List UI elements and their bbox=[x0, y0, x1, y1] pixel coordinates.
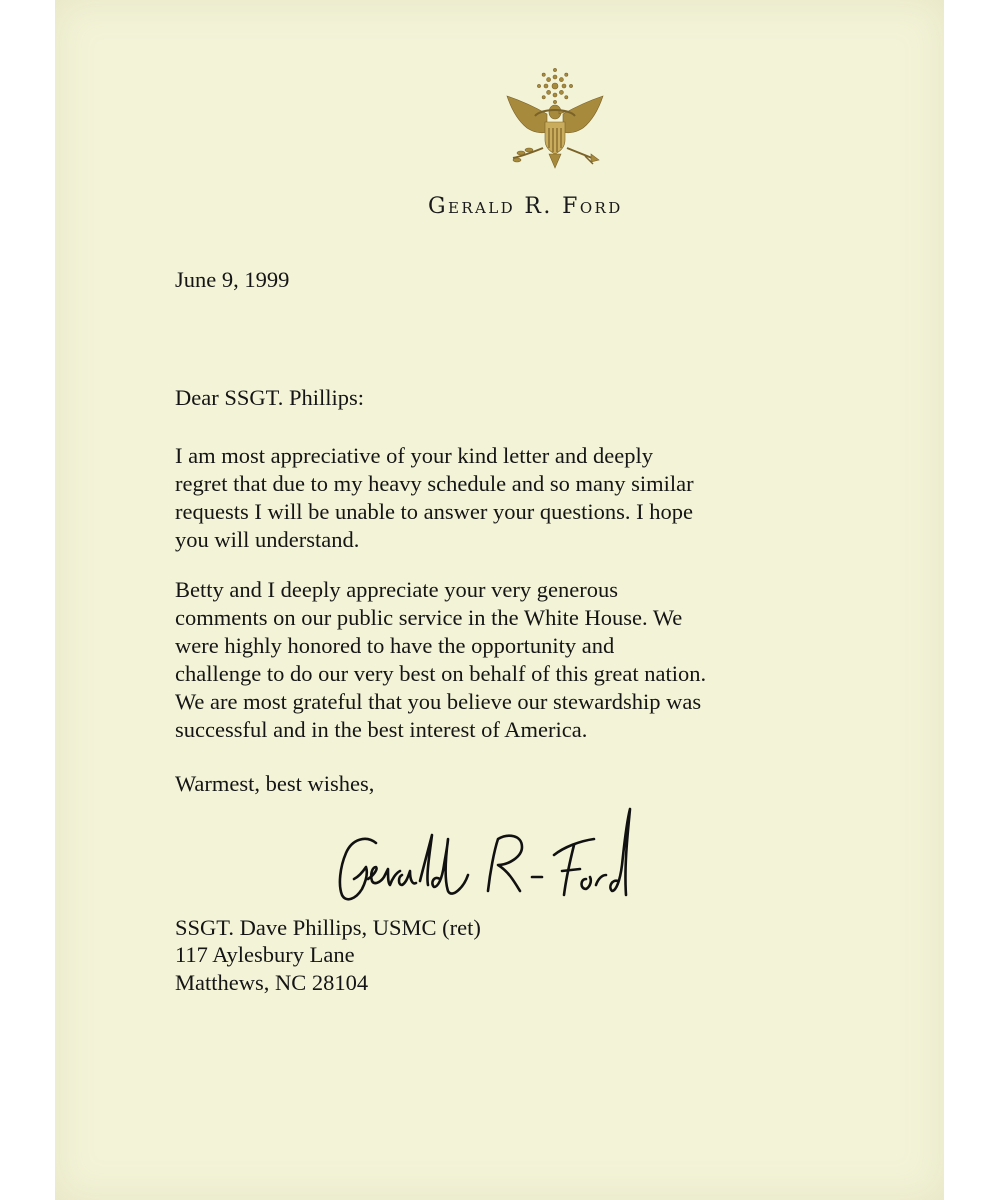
letterhead-name-text: Gerald R. Ford bbox=[428, 194, 623, 219]
letter-paragraph-2 bbox=[175, 576, 706, 744]
handwritten-signature bbox=[318, 795, 648, 915]
presidential-seal-icon bbox=[499, 62, 611, 180]
letterhead-name bbox=[428, 194, 623, 219]
recipient-line-3: Matthews, NC 28104 bbox=[175, 970, 369, 995]
paragraph-2-line: Betty and I deeply appreciate your very generous bbox=[175, 577, 618, 602]
recipient-line-1: SSGT. Dave Phillips, USMC (ret) bbox=[175, 915, 481, 940]
paragraph-2-line: challenge to do our very best on behalf of this great nation. bbox=[175, 661, 707, 686]
recipient-line-2: 117 Aylesbury Lane bbox=[175, 942, 355, 967]
paragraph-1-line: regret that due to my heavy schedule and so many similar bbox=[175, 471, 694, 496]
letter-closing: Warmest, best wishes, bbox=[175, 771, 375, 796]
paragraph-2-line: were highly honored to have the opportunity and bbox=[175, 633, 615, 658]
letter-date: June 9, 1999 bbox=[175, 267, 290, 292]
paragraph-1-line: you will understand. bbox=[175, 527, 360, 552]
paragraph-1-line: requests I will be unable to answer your questions. I hope bbox=[175, 499, 694, 524]
letter-paragraph-1 bbox=[175, 442, 694, 554]
paragraph-2-line: successful and in the best interest of America. bbox=[175, 717, 588, 742]
paragraph-1-line: I am most appreciative of your kind letter and deeply bbox=[175, 443, 653, 468]
letter-salutation: Dear SSGT. Phillips: bbox=[175, 385, 364, 410]
paragraph-2-line: comments on our public service in the White House. We bbox=[175, 605, 683, 630]
paragraph-2-line: We are most grateful that you believe our stewardship was bbox=[175, 689, 702, 714]
